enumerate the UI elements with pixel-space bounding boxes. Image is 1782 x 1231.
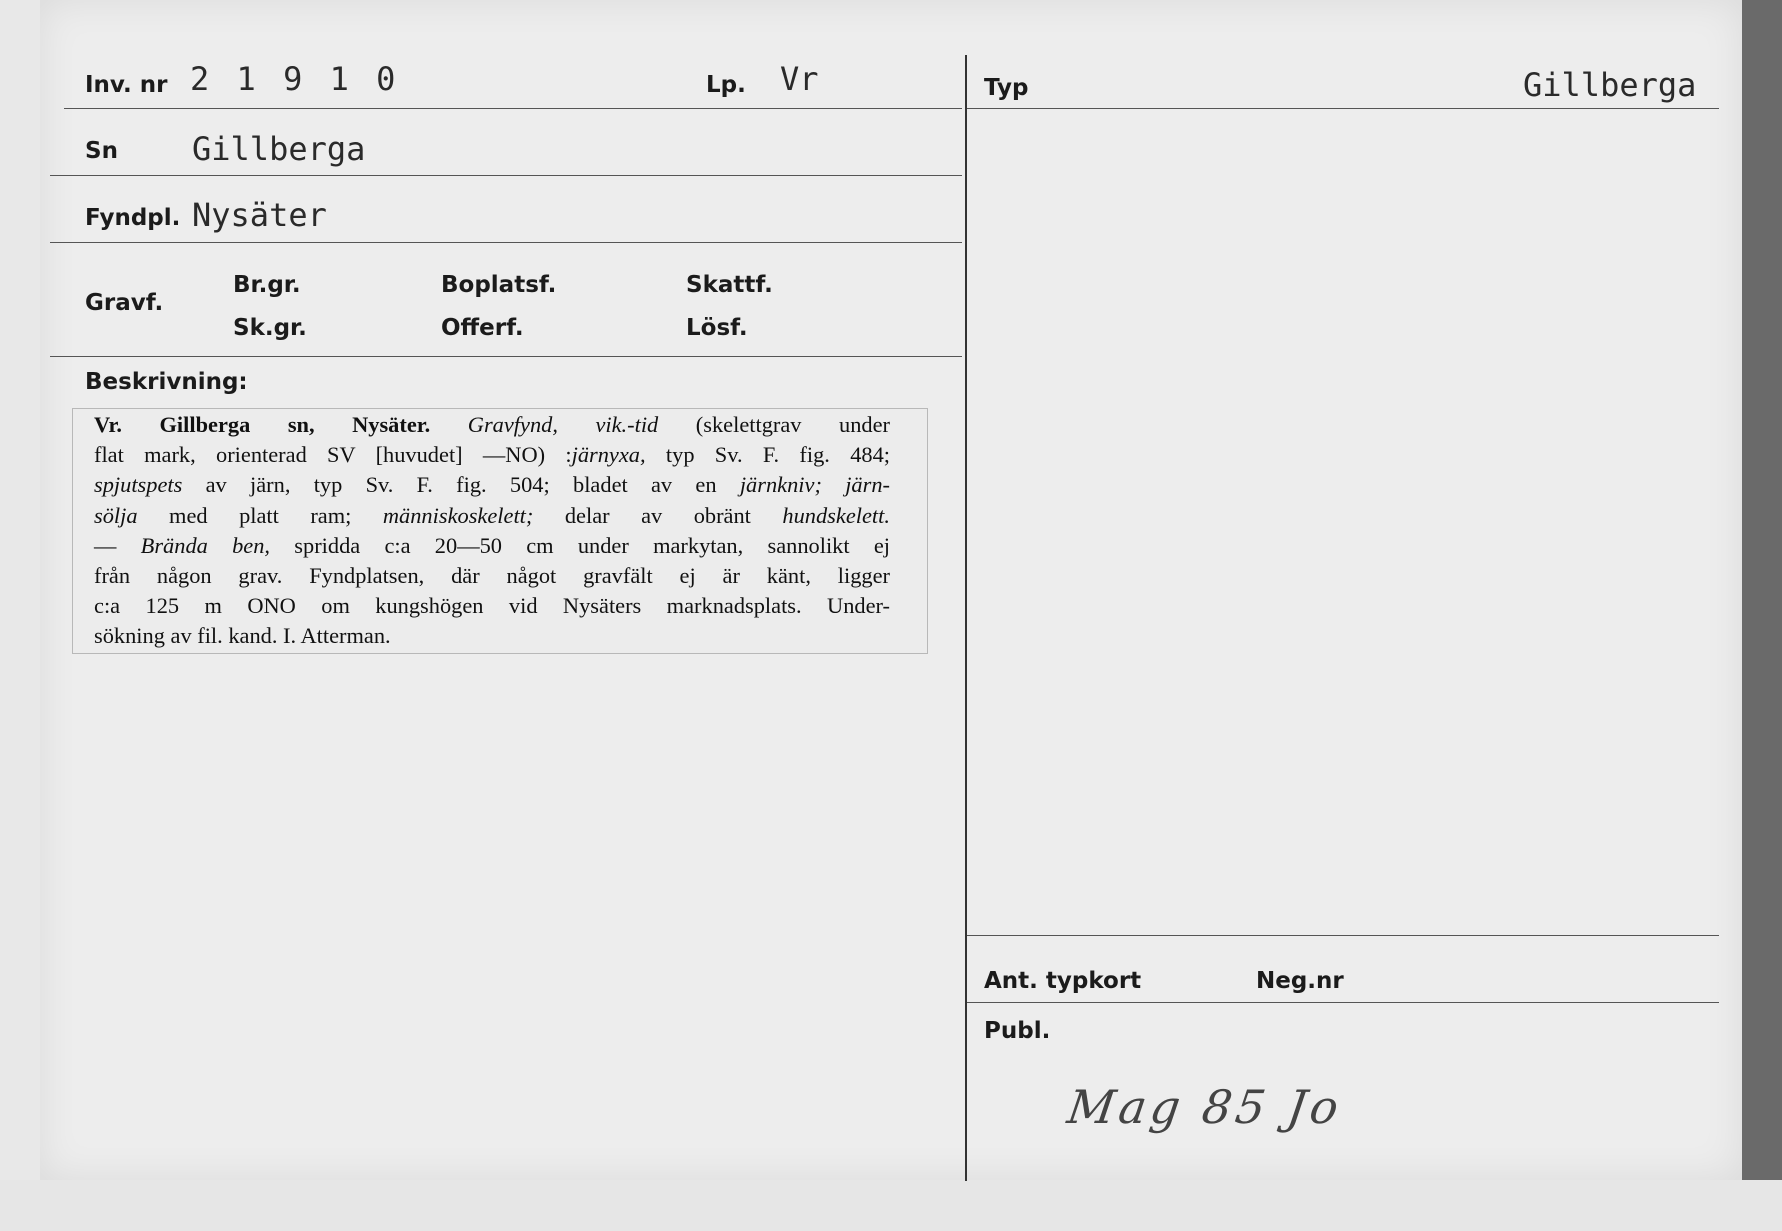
card-edge-right	[1742, 0, 1782, 1180]
desc-line-7: c:a 125 m ONO om kungshögen vid Nysäters marknadsplats. Under-	[94, 593, 890, 619]
desc-line-3: spjutspets av järn, typ Sv. F. fig. 504; bladet av en järnkniv; järn-	[94, 472, 890, 498]
typ-label: Typ	[984, 75, 1029, 101]
card-edge-left	[0, 0, 40, 1180]
rule-typkort-bottom	[967, 1002, 1719, 1003]
rule-gravf	[50, 356, 962, 357]
skattf-label: Skattf.	[686, 272, 773, 298]
column-divider	[965, 55, 967, 1181]
rule-typ	[967, 108, 1719, 109]
typ-value: Gillberga	[1523, 66, 1697, 104]
desc-line-5: — Brända ben, spridda c:a 20—50 cm under markytan, sannolikt ej	[94, 532, 890, 558]
beskrivning-label: Beskrivning:	[85, 369, 248, 395]
gravf-label: Gravf.	[85, 290, 164, 316]
fyndpl-value: Nysäter	[192, 196, 327, 234]
desc-line-6: från någon grav. Fyndplatsen, där något gravfält ej är känt, ligger	[94, 563, 890, 589]
desc-line-2: flat mark, orienterad SV [huvudet] —NO) :järnyxa, typ Sv. F. fig. 484;	[94, 442, 890, 468]
lp-label: Lp.	[706, 72, 746, 98]
offerf-label: Offerf.	[441, 315, 524, 341]
losf-label: Lösf.	[686, 315, 748, 341]
lp-value: Vr	[780, 60, 819, 98]
sn-value: Gillberga	[192, 130, 366, 168]
desc-line-1: Vr. Gillberga sn, Nysäter. Gravfynd, vik.-tid (skelettgrav under	[94, 412, 890, 437]
ant-typkort-label: Ant. typkort	[984, 968, 1142, 994]
desc-line-4: sölja med platt ram; människoskelett; delar av obränt hundskelett.	[94, 502, 890, 528]
brgr-label: Br.gr.	[233, 272, 301, 298]
desc-line-8: sökning av fil. kand. I. Atterman.	[94, 623, 391, 649]
sn-label: Sn	[85, 138, 118, 164]
rule-sn	[50, 175, 962, 176]
rule-typkort-top	[967, 935, 1719, 936]
inv-nr-value: 2 1 9 1 0	[190, 60, 400, 98]
rule-inv	[64, 108, 962, 109]
inv-nr-label: Inv. nr	[85, 72, 168, 98]
rule-fyndpl	[50, 242, 962, 243]
publ-label: Publ.	[984, 1018, 1051, 1044]
description-text	[94, 410, 890, 652]
card-edge-bottom	[0, 1180, 1782, 1231]
skgr-label: Sk.gr.	[233, 315, 307, 341]
neg-nr-label: Neg.nr	[1256, 968, 1344, 994]
fyndpl-label: Fyndpl.	[85, 205, 181, 231]
boplatsf-label: Boplatsf.	[441, 272, 557, 298]
handwritten-note: Mag 85 Jo	[1064, 1080, 1346, 1134]
